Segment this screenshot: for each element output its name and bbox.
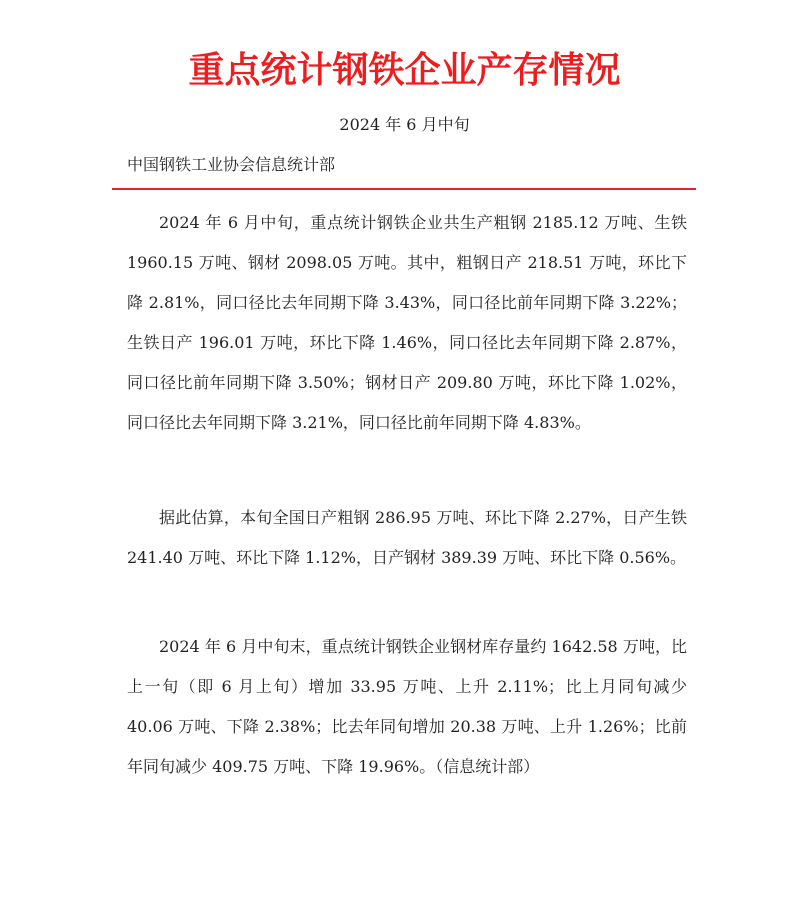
department-name: 中国钢铁工业协会信息统计部 [127,155,336,174]
date-line: 2024 年 6 月中旬 [339,115,470,134]
paragraph-inventory: 2024 年 6 月中旬末，重点统计钢铁企业钢材库存量约 1642.58 万吨，比上一旬（即 6 月上旬）增加 33.95 万吨、上升 2.11%；比上月同旬减少 40.06 万吨、下降 2.38%；比去年同旬增加 20.38 万吨、上升 1.26%；比前年同旬减少 409.75 万吨、下降 19.96%。（信息统计部） [127,637,687,776]
header-divider [112,188,696,190]
document-title: 重点统计钢铁企业产存情况 [188,49,621,91]
paragraph-national-estimate: 据此估算，本旬全国日产粗钢 286.95 万吨、环比下降 2.27%，日产生铁 241.40 万吨、环比下降 1.12%，日产钢材 389.39 万吨、环比下降 0.56%。 [127,508,687,567]
paragraph-production: 2024 年 6 月中旬，重点统计钢铁企业共生产粗钢 2185.12 万吨、生铁 1960.15 万吨、钢材 2098.05 万吨。其中，粗钢日产 218.51 万吨，环比下降 2.81%，同口径比去年同期下降 3.43%，同口径比前年同期下降 3.22%；生铁日产 196.01 万吨，环比下降 1.46%，同口径比去年同期下降 2.87%，同口径比前年同期下降 3.50%；钢材日产 209.80 万吨，环比下降 1.02%，同口径比去年同期下降 3.21%，同口径比前年同期下降 4.83%。 [127,213,687,432]
